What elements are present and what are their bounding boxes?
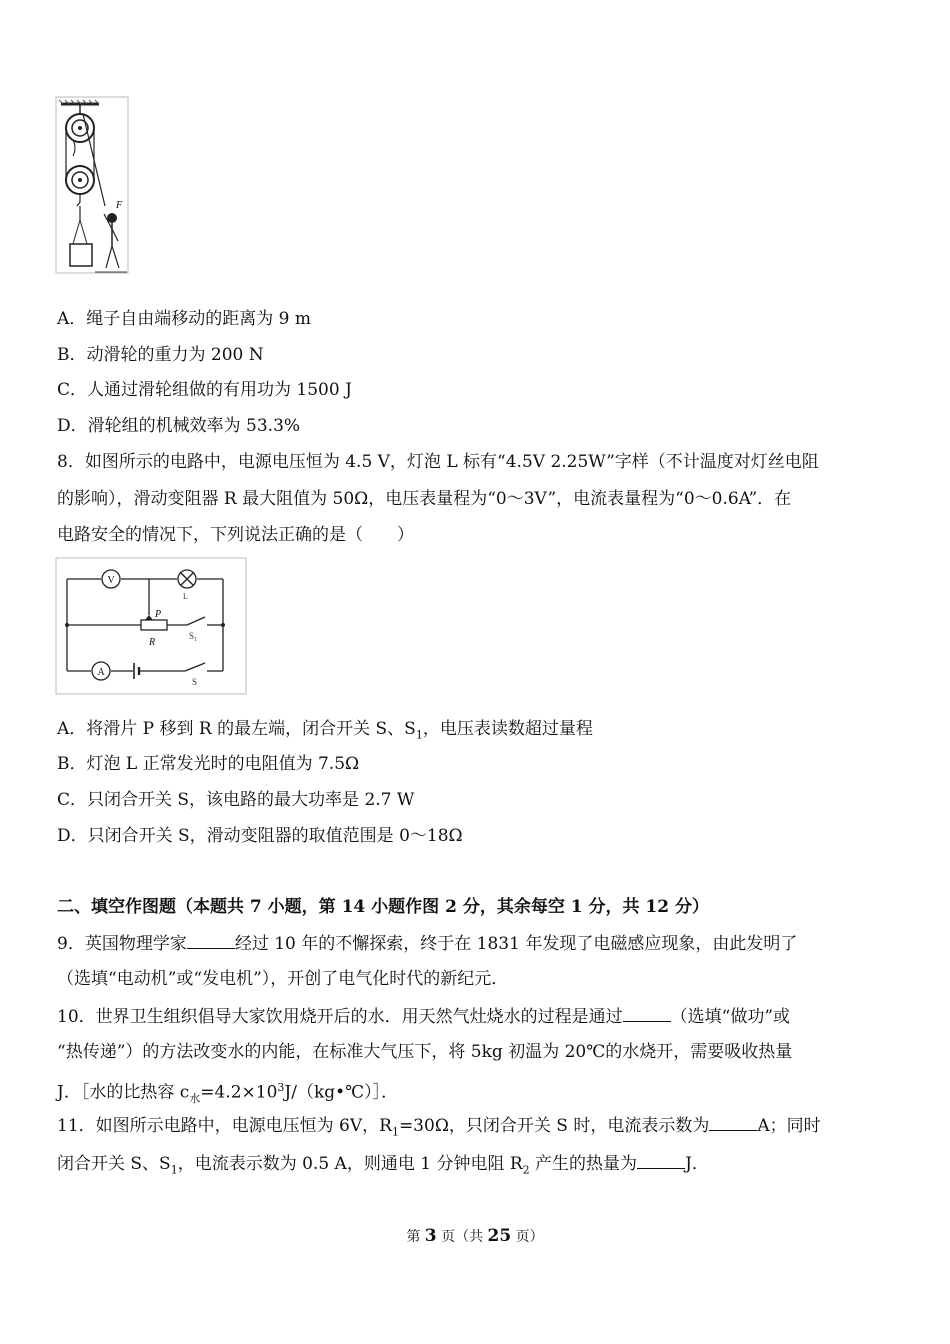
page-number: 3 [424,1226,437,1246]
rheostat-label: R [149,637,156,648]
answer-blank[interactable] [709,1112,757,1131]
q8-option-c: C．只闭合开关 S，该电路的最大功率是 2.7 W [57,790,415,810]
q7-option-d: D．滑轮组的机械效率为 53.3% [57,416,301,436]
answer-blank[interactable] [187,930,235,949]
q8-option-d: D．只闭合开关 S，滑动变阻器的取值范围是 0～18Ω [57,826,463,846]
page-total: 25 [487,1226,512,1246]
q8-stem-line-1: 8．如图所示的电路中，电源电压恒为 4.5 V，灯泡 L 标有“4.5V 2.25W”字样（不计温度对灯丝电阻 [57,452,819,472]
answer-blank[interactable] [637,1150,685,1169]
force-label: F [116,200,123,211]
q7-option-c: C．人通过滑轮组做的有用功为 1500 J [57,380,352,400]
pulley-system-figure [55,96,130,276]
q7-option-b: B．动滑轮的重力为 200 N [57,345,264,365]
q11-line-1: 11．如图所示电路中，电源电压恒为 6V，$R_1=30\Omega$，只闭合开关 S 时，电流表示数为 A；同时 [57,1112,821,1144]
q10-line-1: 10．世界卫生组织倡导大家饮用烧开后的水．用天然气灶烧水的过程是通过 （选填“做功”或 [57,1003,790,1029]
q9-line-1: 9．英国物理学家 经过 10 年的不懈探索，终于在 1831 年发现了电磁感应现象，由此发明了 [57,930,797,956]
switch-s-label: S [192,677,198,687]
voltmeter-label: V [107,575,115,586]
circuit-diagram [55,557,249,697]
q10-line-3: J．［水的比热容 $c_水=4.2\times 10^3J/(kg•℃)]$． [57,1081,399,1106]
q8-option-a: A．将滑片 P 移到 R 的最左端，闭合开关 S、$S_1$，电压表读数超过量程 [57,719,593,742]
lamp-label: L [183,592,188,601]
q11-line-2: 闭合开关 S、$S_1$，电流表示数为 0.5 A，则通电 1 分钟电阻 $R_2$ 产生的热量为 J． [57,1150,709,1182]
answer-blank[interactable] [623,1003,671,1022]
switch-s1-label: S₁ [189,631,198,641]
page-footer: 第 3 页（共 25 页） [406,1226,544,1246]
slider-label: P [155,609,162,620]
ammeter-label: A [97,667,105,678]
q8-stem-line-2: 的影响），滑动变阻器 R 最大阻值为 50Ω，电压表量程为“0～3V”，电流表量程为“0～0.6A”．在 [57,489,792,509]
section-heading: 二、填空作图题（本题共 7 小题，第 14 小题作图 2 分，其余每空 1 分，共 12 分） [57,897,709,917]
q8-stem-line-3: 电路安全的情况下，下列说法正确的是（ ） [57,525,414,545]
q10-line-2: “热传递”）的方法改变水的内能，在标准大气压下，将 5kg 初温为 20℃的水烧开，需要吸收热量 [57,1042,793,1062]
q9-line-2: （选填“电动机”或“发电机”），开创了电气化时代的新纪元． [57,969,509,989]
q8-option-b: B．灯泡 L 正常发光时的电阻值为 7.5Ω [57,754,360,774]
q7-option-a: A．绳子自由端移动的距离为 9 m [57,309,312,329]
